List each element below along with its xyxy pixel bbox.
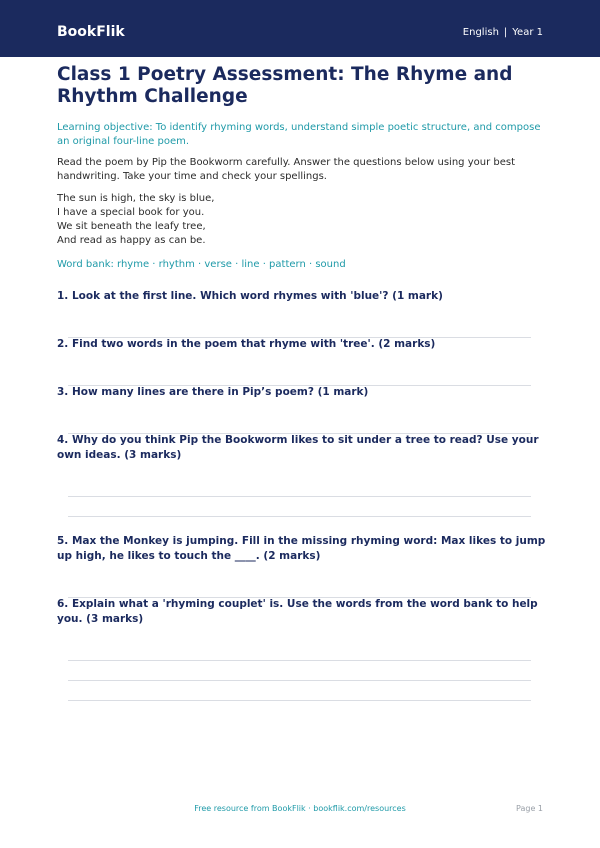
question-6: 6. Explain what a 'rhyming couplet' is. Use the words from the word bank to help you. (3 marks) [57, 598, 538, 625]
footer-link[interactable]: Free resource from BookFlik · bookflik.com/resources [194, 804, 406, 813]
answer-line[interactable] [68, 496, 531, 497]
question-3: 3. How many lines are there in Pip’s poem? (1 mark) [57, 386, 369, 398]
page-title: Class 1 Poetry Assessment: The Rhyme and Rhythm Challenge [57, 64, 513, 107]
poem [57, 192, 547, 248]
question-2: 2. Find two words in the poem that rhyme with 'tree'. (2 marks) [57, 338, 436, 350]
answer-line[interactable] [68, 660, 531, 661]
page-number: Page 1 [516, 804, 543, 813]
brand-logo: BookFlik [57, 24, 125, 40]
poem-line: I have a special book for you. [57, 207, 205, 218]
header-separator: | [503, 27, 508, 38]
answer-line[interactable] [68, 700, 531, 701]
word-bank: Word bank: rhyme · rhythm · verse · line · pattern · sound [57, 259, 346, 270]
question-1: 1. Look at the first line. Which word rhymes with 'blue'? (1 mark) [57, 290, 443, 302]
question-5: 5. Max the Monkey is jumping. Fill in the missing rhyming word: Max likes to jump up high, he likes to touch the ____. (2 marks) [57, 535, 546, 562]
answer-line[interactable] [68, 516, 531, 517]
learning-objective: Learning objective: To identify rhyming words, understand simple poetic structure, and compose an original four-line poem. [57, 122, 541, 147]
poem-line: We sit beneath the leafy tree, [57, 221, 206, 232]
year-label: Year 1 [512, 27, 543, 38]
question-4: 4. Why do you think Pip the Bookworm likes to sit under a tree to read? Use your own ideas. (3 marks) [57, 434, 539, 461]
instructions: Read the poem by Pip the Bookworm carefully. Answer the questions below using your best handwriting. Take your time and check your spellings. [57, 157, 515, 182]
subject-label: English [462, 27, 499, 38]
page-header [0, 0, 600, 57]
header-meta [463, 25, 543, 41]
poem-line: And read as happy as can be. [57, 235, 206, 246]
page-footer [0, 802, 600, 816]
answer-line[interactable] [68, 680, 531, 681]
poem-line: The sun is high, the sky is blue, [57, 193, 215, 204]
